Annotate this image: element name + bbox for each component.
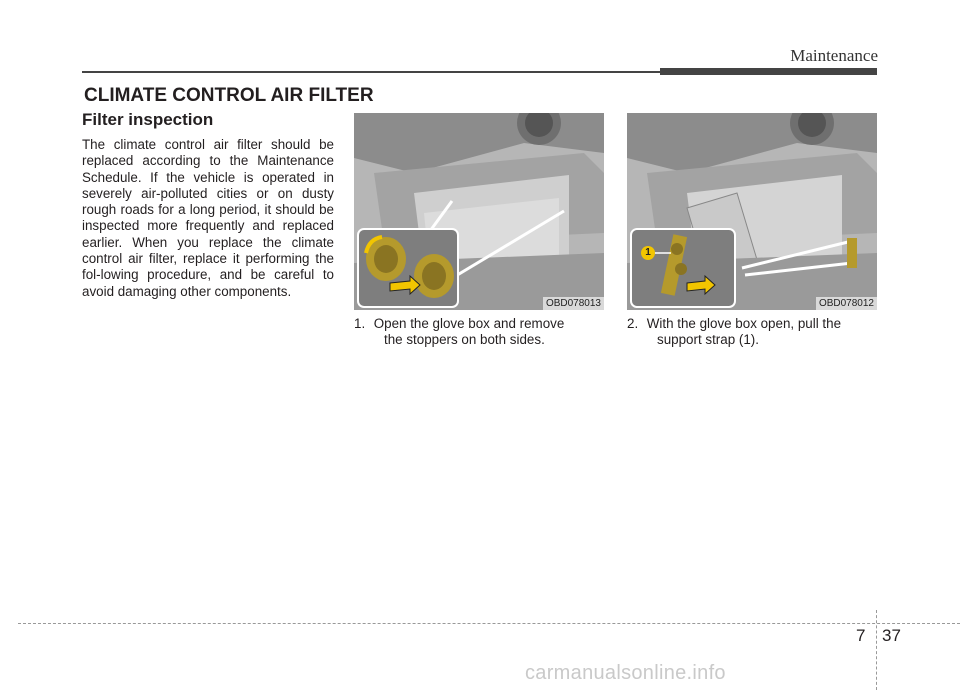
page-number: 37 — [882, 626, 901, 645]
glovebox-illustration — [354, 113, 604, 310]
step-text-line1: Open the glove box and remove — [373, 316, 565, 331]
step-number: 2. — [627, 316, 639, 331]
header-rule-accent — [660, 68, 877, 75]
step-text-line2: support strap (1). — [657, 332, 759, 347]
callout-1: 1 — [641, 246, 655, 260]
figure-glovebox-strap — [627, 113, 877, 310]
footer-divider — [18, 623, 960, 624]
step-2 — [627, 316, 879, 348]
header-title: Maintenance — [790, 46, 878, 65]
step-number: 1. — [354, 316, 366, 331]
body-paragraph: The climate control air filter should be replaced according to the Maintenance Schedule. If the vehicle is operated in severely air-polluted cities or on dusty rough roads for a long period, it should be inspected more frequently and replaced earlier. When you replace the climate control air filter, replace it performing the fol-lowing procedure, and be careful to avoid damaging other components. — [82, 137, 334, 299]
step-text-line2: the stoppers on both sides. — [384, 332, 545, 347]
figure-code: OBD078012 — [816, 297, 877, 310]
watermark: carmanualsonline.info — [525, 662, 726, 684]
figure-code: OBD078013 — [543, 297, 604, 310]
section-title: CLIMATE CONTROL AIR FILTER — [84, 85, 374, 106]
chapter-number: 7 — [856, 626, 866, 645]
step-text-line1: With the glove box open, pull the — [646, 316, 842, 331]
glovebox-strap-illustration — [627, 113, 877, 310]
step-1 — [354, 316, 606, 348]
figure-glovebox-stoppers — [354, 113, 604, 310]
footer-vertical-divider — [876, 610, 877, 690]
subsection-title: Filter inspection — [82, 110, 214, 129]
